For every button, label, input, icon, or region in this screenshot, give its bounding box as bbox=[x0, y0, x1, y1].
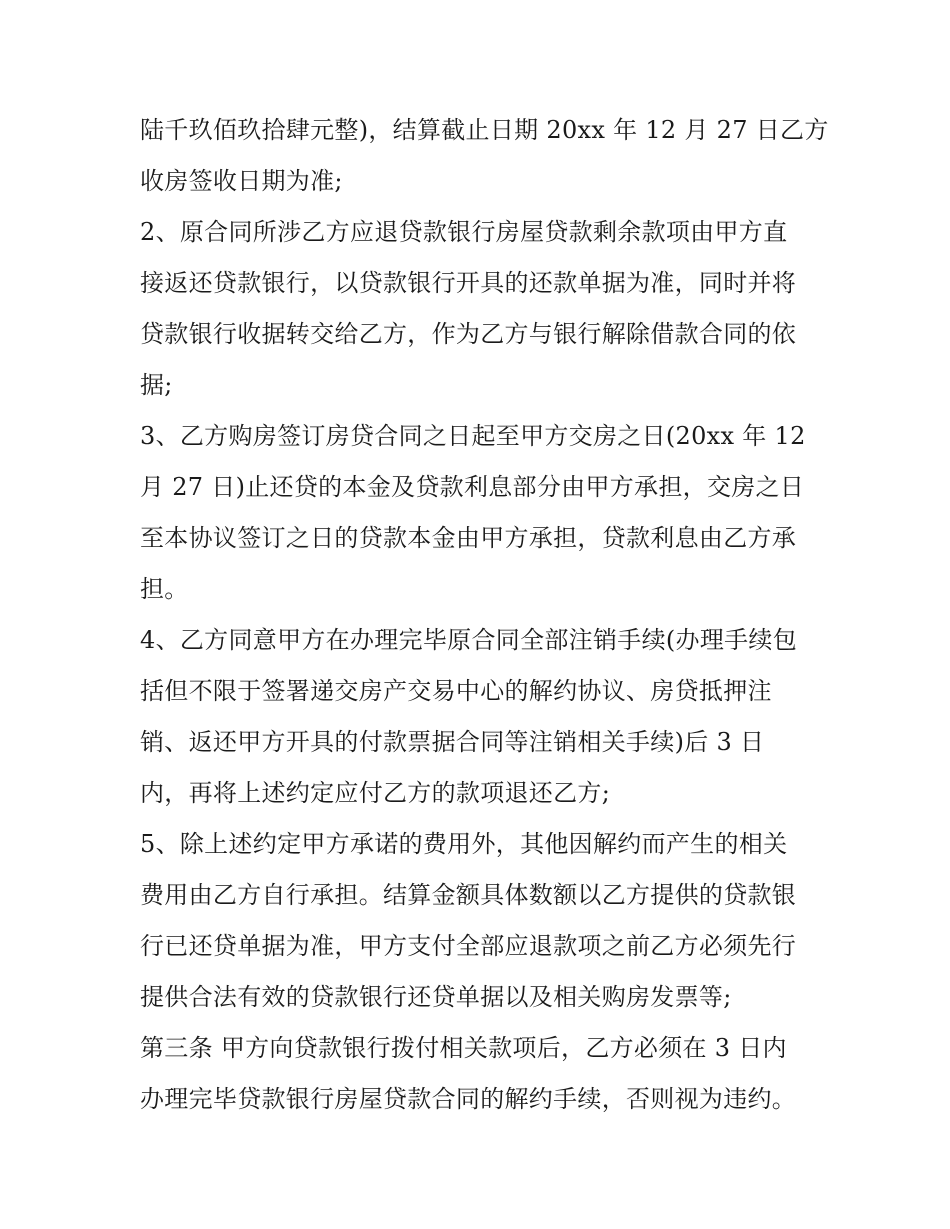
text-line: 2、原合同所涉乙方应退贷款银行房屋贷款剩余款项由甲方直 bbox=[140, 218, 788, 246]
text-line: 第三条 甲方向贷款银行拨付相关款项后，乙方必须在 3 日内 bbox=[140, 1034, 787, 1062]
text-line: 贷款银行收据转交给乙方，作为乙方与银行解除借款合同的依 bbox=[140, 320, 797, 348]
text-line: 括但不限于签署递交房产交易中心的解约协议、房贷抵押注 bbox=[140, 677, 772, 705]
text-line: 3、乙方购房签订房贷合同之日起至甲方交房之日(20xx 年 12 bbox=[140, 422, 806, 450]
text-line: 5、除上述约定甲方承诺的费用外，其他因解约而产生的相关 bbox=[140, 830, 788, 858]
text-line: 接返还贷款银行，以贷款银行开具的还款单据为准，同时并将 bbox=[140, 269, 797, 297]
text-line: 销、返还甲方开具的付款票据合同等注销相关手续)后 3 日 bbox=[140, 728, 765, 756]
text-line: 办理完毕贷款银行房屋贷款合同的解约手续，否则视为违约。 bbox=[140, 1085, 797, 1113]
text-line: 提供合法有效的贷款银行还贷单据以及相关购房发票等; bbox=[140, 983, 732, 1011]
text-line: 行已还贷单据为准，甲方支付全部应退款项之前乙方必须先行 bbox=[140, 932, 797, 960]
text-line: 费用由乙方自行承担。结算金额具体数额以乙方提供的贷款银 bbox=[140, 881, 797, 909]
text-line: 据; bbox=[140, 371, 173, 399]
text-line: 月 27 日)止还贷的本金及贷款利息部分由甲方承担，交房之日 bbox=[140, 473, 805, 501]
text-line: 内，再将上述约定应付乙方的款项退还乙方; bbox=[140, 779, 611, 807]
text-line: 收房签收日期为准; bbox=[140, 167, 343, 195]
text-line: 4、乙方同意甲方在办理完毕原合同全部注销手续(办理手续包 bbox=[140, 626, 798, 654]
text-line: 陆千玖佰玖拾肆元整)，结算截止日期 20xx 年 12 月 27 日乙方 bbox=[140, 116, 829, 144]
text-line: 至本协议签订之日的贷款本金由甲方承担，贷款利息由乙方承 bbox=[140, 524, 797, 552]
text-line: 担。 bbox=[140, 575, 189, 603]
